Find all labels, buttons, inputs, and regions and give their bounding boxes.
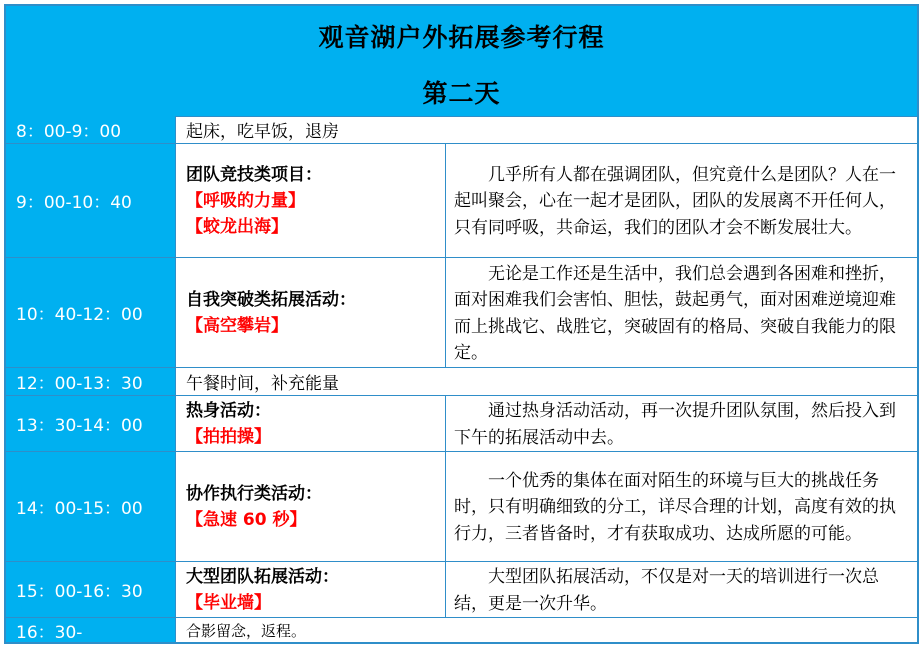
description-text: 通过热身活动活动，再一次提升团队氛围，然后投入到下午的拓展活动中去。 (454, 401, 896, 448)
description-text: 几乎所有人都在强调团队，但究竟什么是团队？人在一起叫聚会，心在一起才是团队，团队的发展离不开任何人，只有同呼吸，共命运，我们的团队才会不断发展壮大。 (454, 164, 896, 238)
activity-description (446, 144, 917, 257)
activity-description (446, 452, 917, 561)
activity-description (446, 258, 917, 367)
activity-cell (176, 562, 446, 617)
time-cell: 10：40-12：00 (6, 258, 176, 367)
activity-category: 协作执行类活动： (186, 483, 322, 504)
table-row (6, 618, 917, 642)
day-subtitle: 第二天 (422, 79, 501, 108)
schedule-text: 合影留念，返程。 (186, 621, 307, 640)
itinerary-table (4, 4, 919, 644)
time-cell: 15：00-16：30 (6, 562, 176, 617)
page-title: 观音湖户外拓展参考行程 (318, 23, 605, 52)
table-row (6, 562, 917, 618)
activity-cell (176, 396, 446, 451)
time-cell: 16：30- (6, 618, 176, 642)
activity-description (446, 396, 917, 451)
description-text: 无论是工作还是生活中，我们总会遇到各困难和挫折，面对困难我们会害怕、胆怯，鼓起勇气，面对困难逆境迎难而上挑战它、战胜它，突破固有的格局、突破自我能力的限定。 (454, 263, 896, 363)
activity-category: 团队竞技类项目： (186, 164, 322, 185)
activity-name: 【毕业墙】 (186, 592, 271, 613)
activity-cell (176, 452, 446, 561)
table-row (6, 258, 917, 368)
activity-name: 【急速 60 秒】 (186, 509, 307, 530)
activity-cell (176, 144, 446, 257)
table-row (6, 396, 917, 452)
description-text: 一个优秀的集体在面对陌生的环境与巨大的挑战任务时，只有明确细致的分工，详尽合理的计划，高度有效的执行力，三者皆备时，才有获取成功、达成所愿的可能。 (454, 470, 896, 544)
activity-description (446, 562, 917, 617)
table-row (6, 452, 917, 562)
activity-name: 【蛟龙出海】 (186, 216, 288, 237)
description-text: 大型团队拓展活动，不仅是对一天的培训进行一次总结，更是一次升华。 (454, 567, 879, 614)
time-cell: 8：00-9：00 (6, 116, 176, 143)
activity-name: 【呼吸的力量】 (186, 190, 305, 211)
activity-category: 热身活动： (186, 400, 271, 421)
schedule-text: 起床，吃早饭，退房 (186, 122, 339, 142)
activity-category: 大型团队拓展活动： (186, 566, 339, 587)
time-cell: 14：00-15：00 (6, 452, 176, 561)
table-row (6, 144, 917, 258)
activity-name: 【高空攀岩】 (186, 315, 288, 336)
time-cell: 13：30-14：00 (6, 396, 176, 451)
time-cell: 12：00-13：30 (6, 368, 176, 395)
table-row (6, 368, 917, 396)
table-header (6, 6, 917, 117)
activity-cell (176, 258, 446, 367)
time-cell: 9：00-10：40 (6, 144, 176, 257)
activity-category: 自我突破类拓展活动： (186, 289, 356, 310)
schedule-text: 午餐时间，补充能量 (186, 374, 339, 394)
activity-name: 【拍拍操】 (186, 426, 271, 447)
table-row (6, 116, 917, 144)
